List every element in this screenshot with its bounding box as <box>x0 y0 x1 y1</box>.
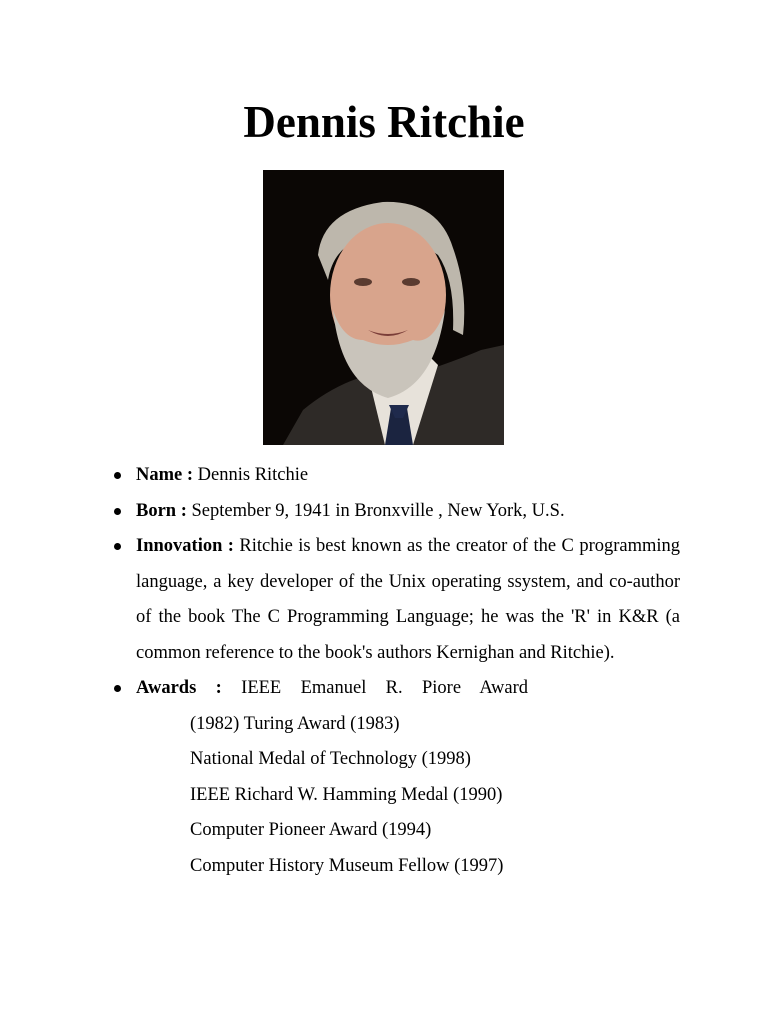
bullet-born <box>110 494 680 530</box>
awards-first: IEEE Emanuel R. Piore Award <box>241 678 529 698</box>
award-line: Computer History Museum Fellow (1997) <box>190 855 504 876</box>
bullet-dot <box>114 685 121 692</box>
page-title: Dennis Ritchie <box>243 97 525 147</box>
bullet-name <box>110 458 680 494</box>
portrait-photo <box>263 170 504 445</box>
bullet-dot <box>114 472 121 479</box>
innovation-value: Ritchie is best known as the creator of the C programming language, a key developer of the Unix operating ssystem, and co-author of the book The C Programming Language; he was the 'R' in K&R (a common reference to the book's authors Kernighan and Ritchie). <box>136 536 681 663</box>
name-value: Dennis Ritchie <box>197 465 309 485</box>
bio-list <box>110 458 680 884</box>
award-line: National Medal of Technology (1998) <box>190 749 471 769</box>
award-line: Computer Pioneer Award (1994) <box>190 820 432 840</box>
award-line: (1982) Turing Award (1983) <box>190 713 400 734</box>
bullet-dot <box>114 543 121 550</box>
bullet-innovation <box>110 529 680 671</box>
born-label: Born : <box>136 500 187 521</box>
innovation-label: Innovation : <box>136 536 234 556</box>
bullet-awards <box>110 671 680 884</box>
awards-label: Awards : <box>136 678 222 698</box>
born-value: September 9, 1941 in Bronxville , New York, U.S. <box>191 500 565 521</box>
awards-list <box>136 707 680 885</box>
award-line: IEEE Richard W. Hamming Medal (1990) <box>190 784 503 805</box>
name-label: Name : <box>136 465 194 485</box>
awards-first-line <box>136 671 528 707</box>
portrait-illustration <box>263 170 504 445</box>
bullet-dot <box>114 508 121 515</box>
